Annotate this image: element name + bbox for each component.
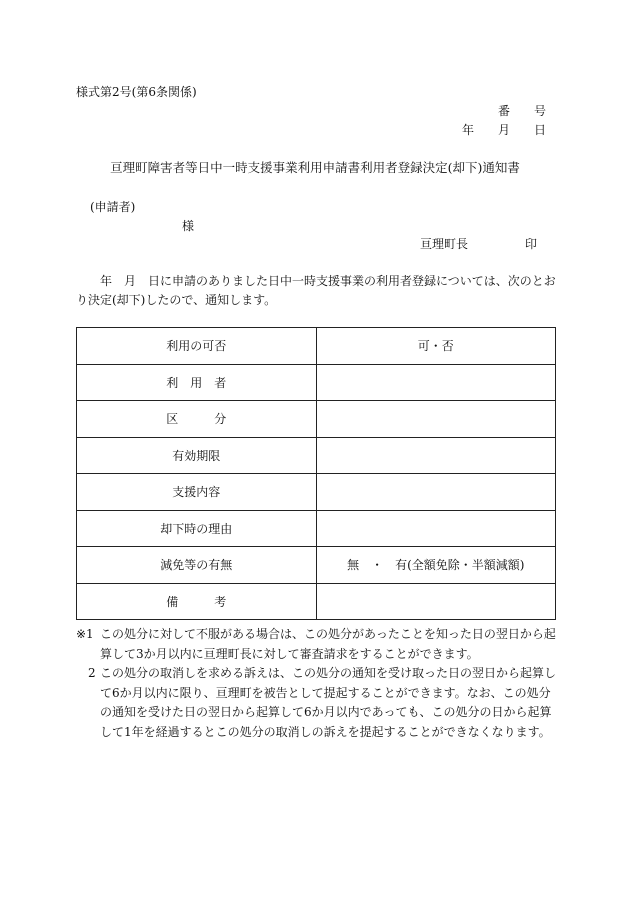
note-text: この処分の取消しを求める訴えは、この処分の通知を受け取った日の翌日から起算して6か月以内に限り、亘理町を被告として提起することができます。なお、この処分の通知を受けた日の翌日から起算して6か月以内であっても、この処分の日から起算して1年を経過するとこの処分の取消しの訴えを提起することができなくなります。 — [100, 666, 557, 739]
row-label: 利 用 者 — [77, 364, 317, 401]
note-mark: 2 — [88, 666, 96, 680]
row-value — [316, 437, 556, 474]
row-value — [316, 401, 556, 438]
row-value: 無 ・ 有(全額免除・半額減額) — [316, 547, 556, 584]
table-row — [77, 328, 556, 365]
document-title: 亘理町障害者等日中一時支援事業利用申請書利用者登録決定(却下)通知書 — [110, 160, 520, 175]
row-label: 却下時の理由 — [77, 510, 317, 547]
row-value — [316, 510, 556, 547]
table-row — [77, 474, 556, 511]
row-value — [316, 364, 556, 401]
row-label: 利用の可否 — [77, 328, 317, 365]
notice-body-text: 年 月 日に申請のありました日中一時支援事業の利用者登録については、次のとおり決定(却下)したので、通知します。 — [76, 274, 556, 307]
row-label: 減免等の有無 — [77, 547, 317, 584]
row-label: 支援内容 — [77, 474, 317, 511]
issuer-name: 亘理町長 — [420, 237, 469, 251]
notes-section — [76, 625, 560, 742]
table-row — [77, 401, 556, 438]
table-row — [77, 547, 556, 584]
table-row — [77, 364, 556, 401]
note-item — [76, 625, 560, 664]
applicant-honorific: 様 — [182, 219, 195, 233]
note-item — [76, 664, 560, 742]
row-label: 区 分 — [77, 401, 317, 438]
table-row — [77, 510, 556, 547]
applicant-label: (申請者) — [90, 200, 136, 214]
table-row — [77, 437, 556, 474]
row-value: 可・否 — [316, 328, 556, 365]
decision-table — [76, 327, 556, 620]
note-mark: ※1 — [76, 627, 94, 641]
document-number-field: 番 号 — [497, 104, 546, 118]
row-value — [316, 474, 556, 511]
document-date-field: 年 月 日 — [461, 123, 546, 137]
row-label: 有効期限 — [77, 437, 317, 474]
row-label: 備 考 — [77, 583, 317, 620]
seal-mark: 印 — [525, 237, 538, 251]
note-text: この処分に対して不服がある場合は、この処分があったことを知った日の翌日から起算して3か月以内に亘理町長に対して審査請求をすることができます。 — [100, 627, 556, 661]
form-number: 様式第2号(第6条関係) — [76, 85, 197, 99]
table-row — [77, 583, 556, 620]
row-value — [316, 583, 556, 620]
